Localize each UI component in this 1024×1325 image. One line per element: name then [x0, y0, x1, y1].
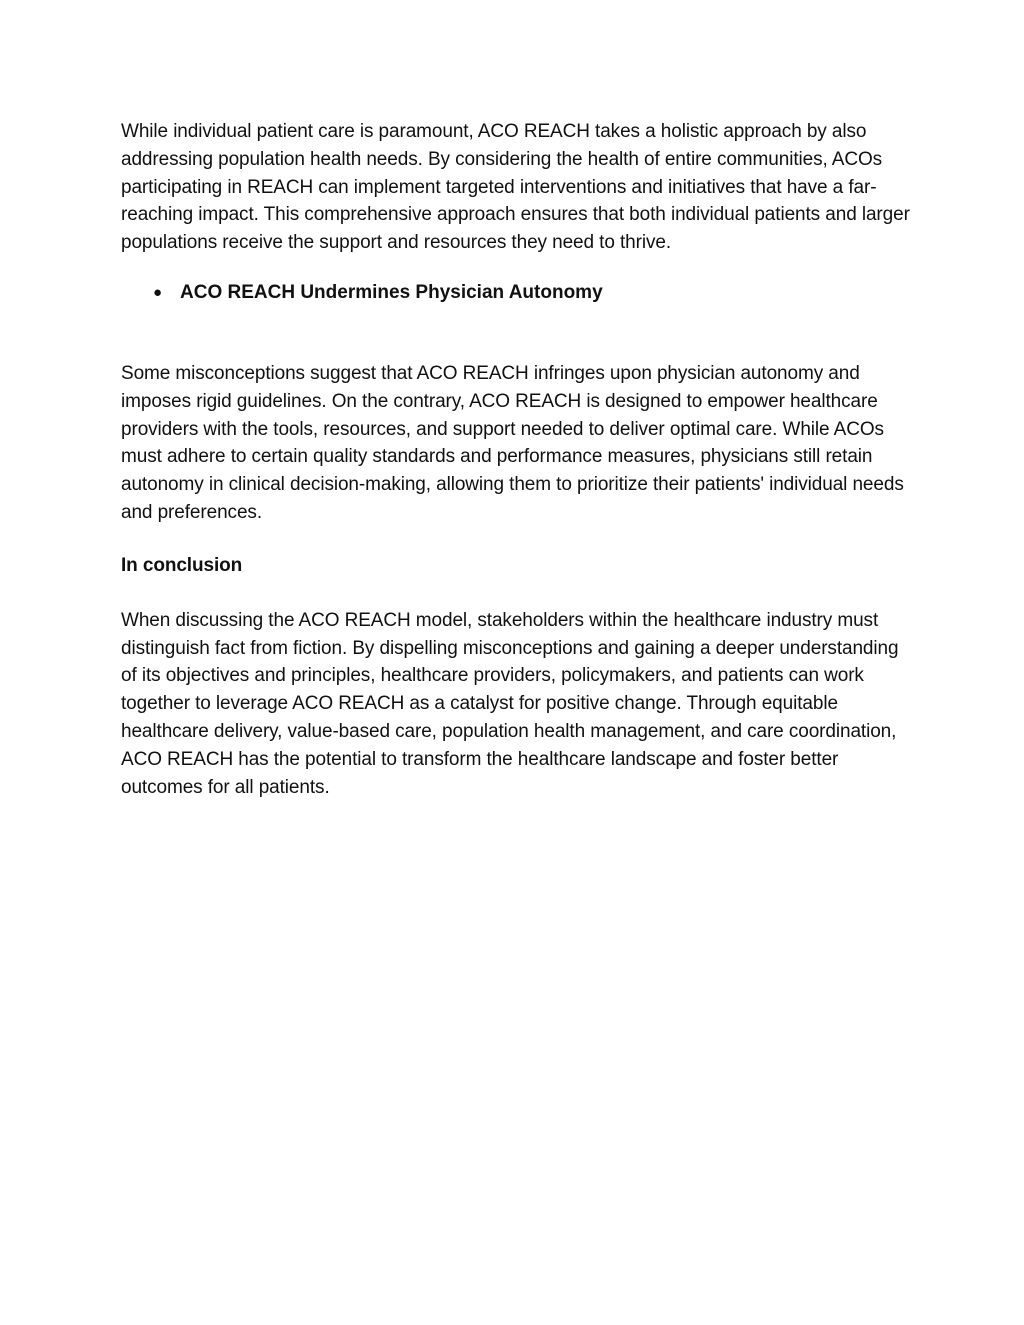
bullet-icon: ● [153, 283, 163, 301]
body-paragraph: When discussing the ACO REACH model, stakeholders within the healthcare industry must distinguish fact from fiction. By dispelling misconceptions and gaining a deeper understanding of its objectives and principles, healthcare providers, policymakers, and patients can work together to leverage ACO REACH as a catalyst for positive change. Through equitable healthcare delivery, value-based care, population health management, and care coordination, ACO REACH has the potential to transform the healthcare landscape and foster better outcomes for all patients. [121, 609, 899, 798]
section-heading: In conclusion [121, 554, 243, 576]
bullet-item [153, 279, 911, 307]
body-paragraph: While individual patient care is paramount, ACO REACH takes a holistic approach by also addressing population health needs. By considering the health of entire communities, ACOs participating in REACH can implement targeted interventions and initiatives that have a far-reaching impact. This comprehensive approach ensures that both individual patients and larger populations receive the support and resources they need to thrive. [121, 121, 910, 254]
document-body [121, 118, 911, 801]
bullet-heading: ACO REACH Undermines Physician Autonomy [180, 281, 603, 303]
body-paragraph: Some misconceptions suggest that ACO REACH infringes upon physician autonomy and imposes rigid guidelines. On the contrary, ACO REACH is designed to empower healthcare providers with the tools, resources, and support needed to deliver optimal care. While ACOs must adhere to certain quality standards and performance measures, physicians still retain autonomy in clinical decision-making, allowing them to prioritize their patients' individual needs and preferences. [121, 362, 904, 523]
